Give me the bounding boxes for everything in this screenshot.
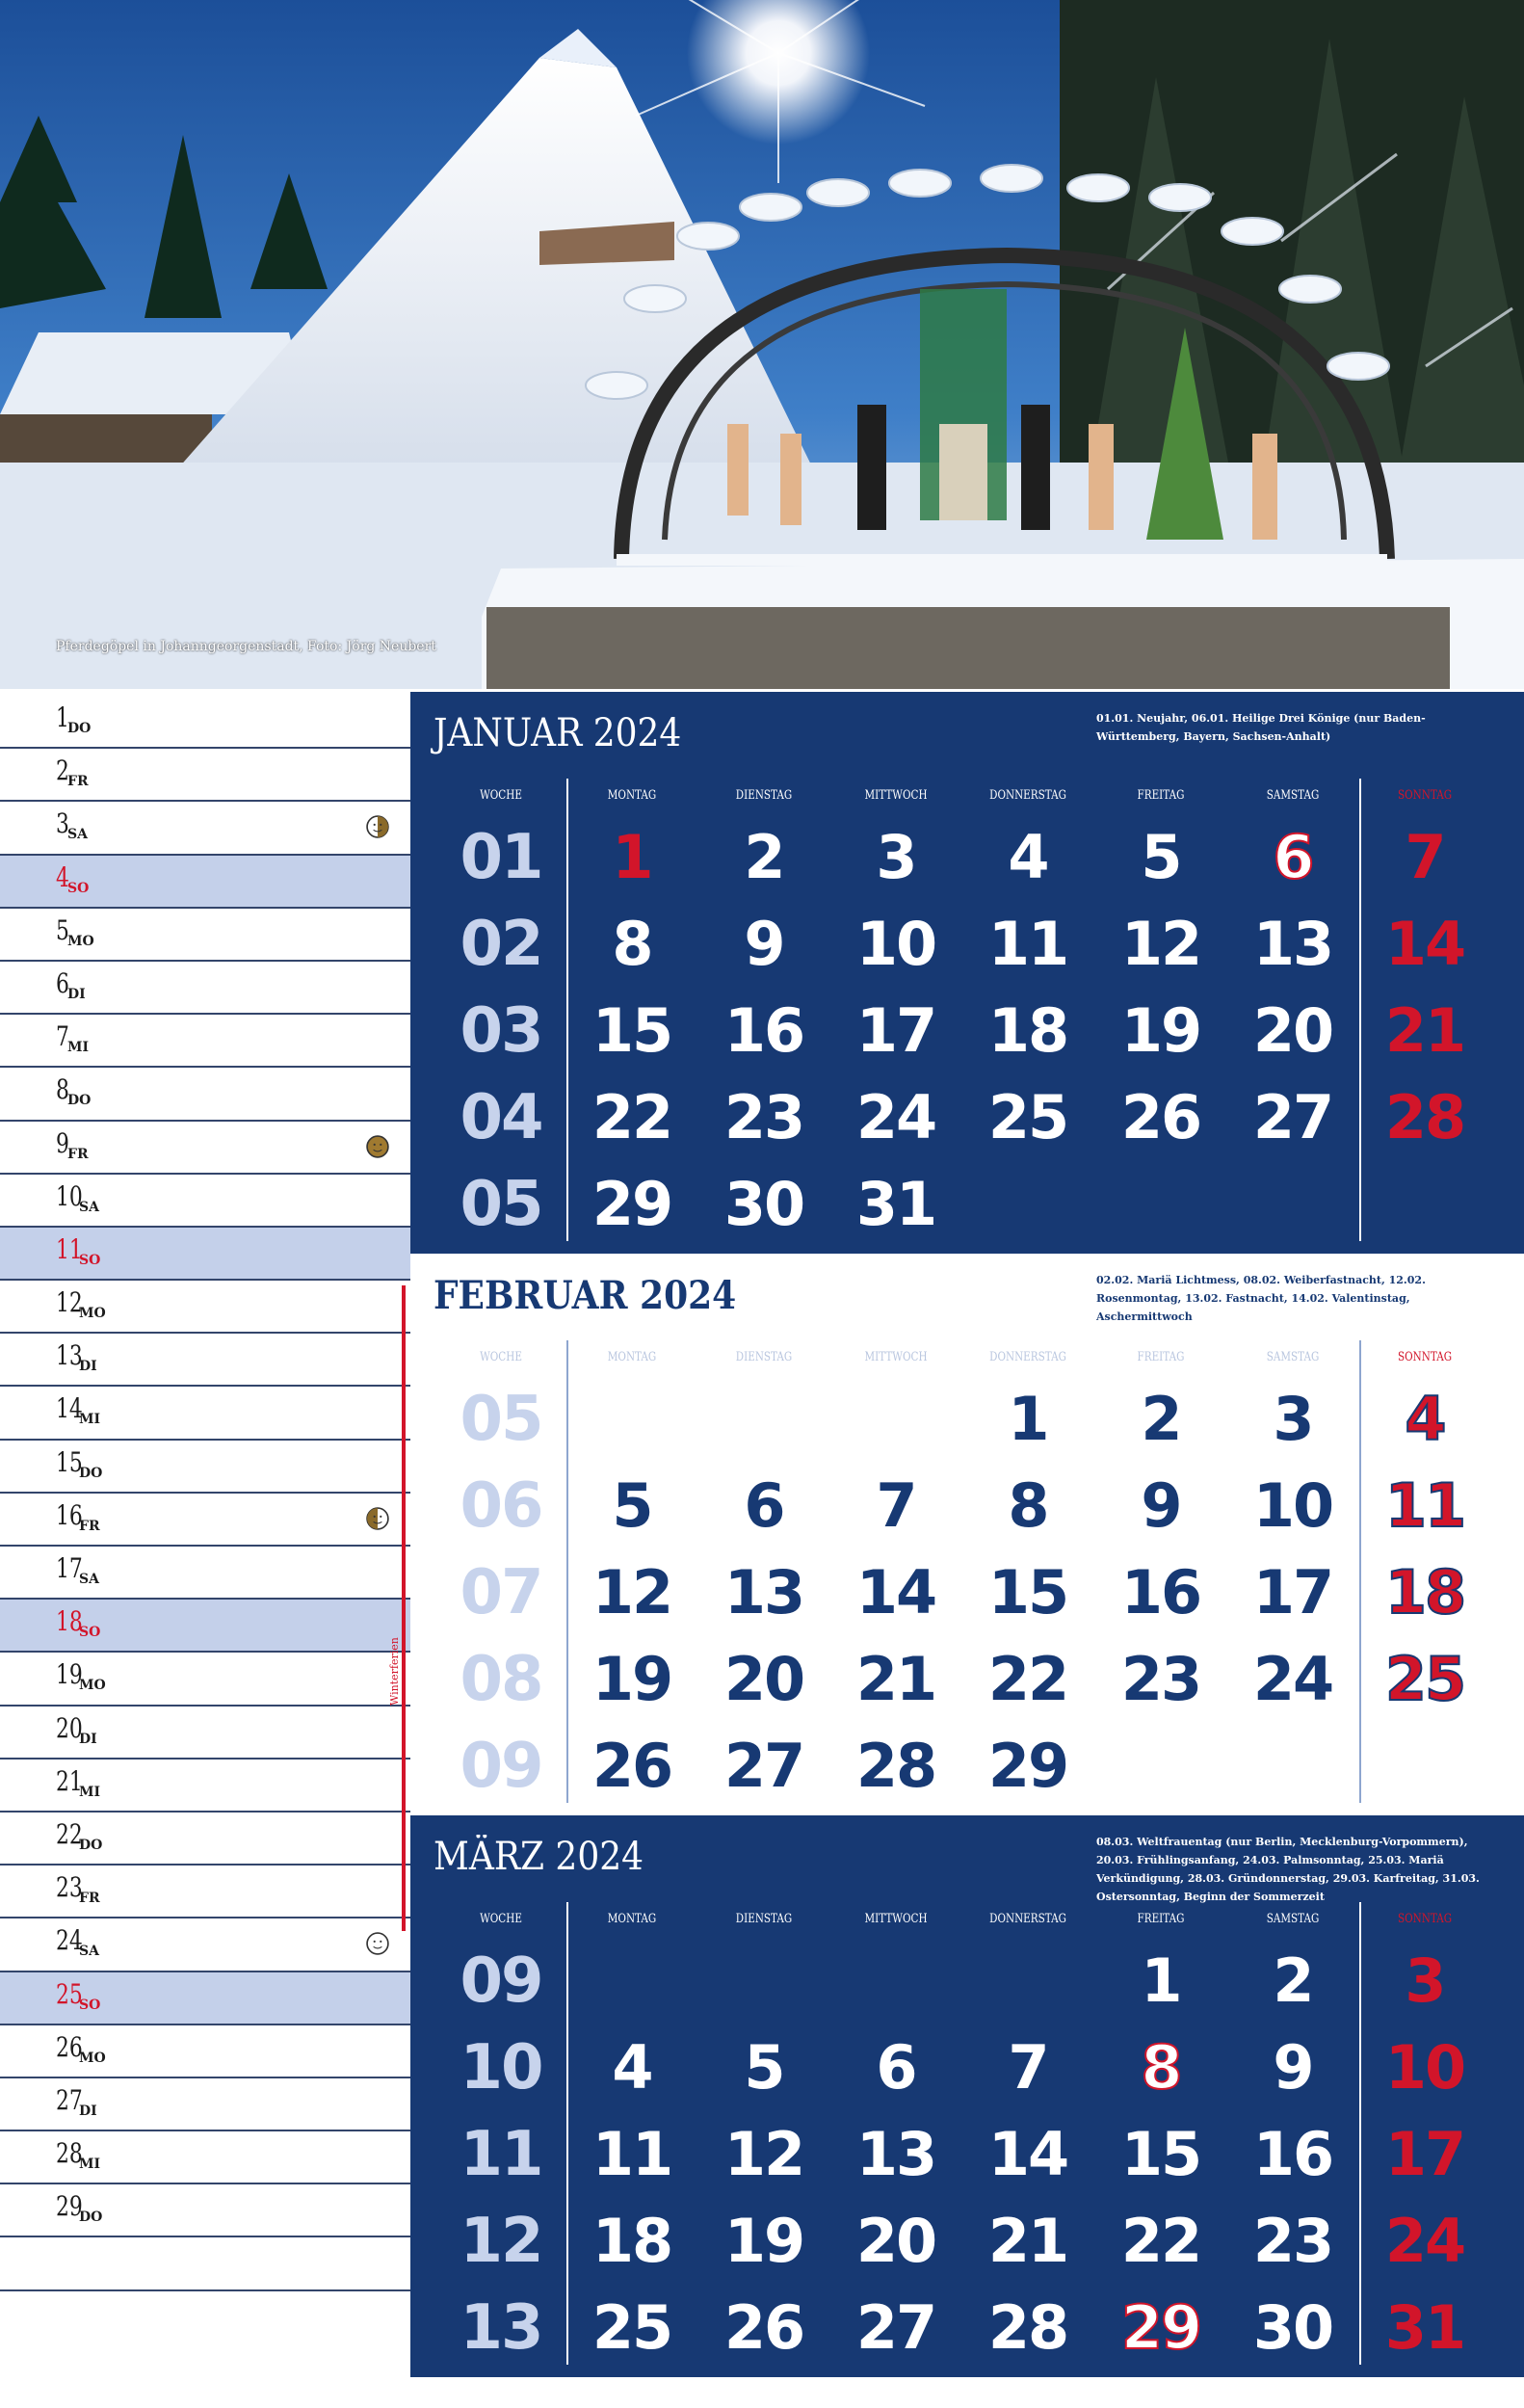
weekday-abbr: FR [79,1518,100,1534]
day-cell: 12 [723,2119,804,2189]
weekday-abbr: FR [67,1146,89,1162]
day-cell: 5 [1141,822,1181,892]
weekday-header: FREITAG [1137,788,1185,803]
weekday-header: DONNERSTAG [989,1912,1066,1926]
day-row [0,2184,410,2237]
weekday-header: MITTWOCH [864,1350,928,1364]
week-number: 05 [460,1384,542,1455]
day-cell: 26 [723,2292,804,2363]
day-cell: 17 [1384,2119,1465,2189]
day-cell: 12 [591,1557,672,1627]
day-number: 19 [56,1658,83,1691]
day-cell: 26 [1120,1082,1201,1152]
weekday-header: WOCHE [480,788,522,803]
day-cell: 13 [723,1557,804,1627]
holiday-notes: 02.02. Mariä Lichtmess, 08.02. Weiberfastnacht, 12.02. Rosenmontag, 13.02. Fastnacht, 14.02. Valentinstag, Aschermittwoch [1096,1274,1426,1323]
winter-scene-image [0,0,1524,689]
weekday-header: DONNERSTAG [989,788,1066,803]
day-row [0,1122,410,1175]
day-cell: 28 [987,2292,1068,2363]
day-number: 29 [56,2190,83,2223]
day-cell: 21 [1384,995,1465,1066]
day-cell: 9 [1273,2032,1313,2103]
day-cell: 6 [876,2032,916,2103]
winterferien-label: Winterferien [388,1637,401,1706]
day-cell: 3 [1405,1945,1445,2016]
weekday-abbr: MO [79,1678,106,1694]
weekday-abbr: DI [79,1731,97,1747]
day-number: 3 [56,807,69,840]
day-cell: 27 [723,1731,804,1801]
weekday-abbr: DO [79,2210,103,2226]
weekday-abbr: MI [79,1784,101,1800]
day-number: 11 [56,1232,83,1265]
weekday-abbr: SA [79,1199,99,1215]
weekday-abbr: MO [67,933,94,949]
day-row [0,2131,410,2184]
day-number: 26 [56,2030,83,2063]
day-row [0,749,410,802]
weekday-header: DIENSTAG [735,1350,793,1364]
day-number: 20 [56,1711,83,1744]
day-cell: 2 [1141,1384,1181,1454]
day-cell: 24 [1384,2206,1465,2276]
day-row [0,1387,410,1440]
weekday-abbr: MI [67,1040,90,1056]
month-block [410,692,1524,1254]
day-cell: 11 [591,2119,672,2189]
day-cell: 7 [876,1470,916,1541]
day-row [0,1707,410,1760]
weekday-header: MONTAG [607,1350,657,1364]
day-number: 9 [56,1126,69,1159]
day-cell: 20 [723,1644,804,1714]
weekday-abbr: SA [67,827,88,843]
holiday-notes: 01.01. Neujahr, 06.01. Heilige Drei Könige (nur Baden-Württemberg, Bayern, Sachsen-Anhalt) [1096,712,1426,743]
day-cell: 29 [1120,2292,1201,2363]
column-divider [1359,1340,1361,1803]
day-number: 1 [56,701,69,733]
day-cell: 2 [744,822,784,892]
day-row [0,2078,410,2131]
day-cell: 6 [1273,822,1313,892]
day-cell: 17 [1252,1557,1333,1627]
week-number: 10 [460,2032,542,2104]
day-number: 16 [56,1498,83,1531]
day-cell: 23 [1120,1644,1201,1714]
week-number: 02 [460,909,542,980]
day-row [0,909,410,962]
day-cell: 22 [987,1644,1068,1714]
weekday-header: SAMSTAG [1266,1350,1320,1364]
day-number: 13 [56,1339,83,1372]
new-moon-icon [366,1135,389,1162]
day-row [0,1918,410,1971]
weekday-header: SONNTAG [1397,1350,1453,1364]
weekday-abbr: SO [79,1625,101,1641]
day-cell: 9 [744,909,784,979]
day-cell: 15 [591,995,672,1066]
weekday-header: SONNTAG [1397,1912,1453,1926]
weekday-header: FREITAG [1137,1912,1185,1926]
day-cell: 18 [1384,1557,1465,1627]
day-cell: 8 [612,909,652,979]
day-number: 18 [56,1605,83,1638]
weekday-header: WOCHE [480,1350,522,1364]
day-cell: 29 [591,1169,672,1239]
day-cell: 8 [1008,1470,1048,1541]
weekday-header: FREITAG [1137,1350,1185,1364]
day-cell: 8 [1141,2032,1181,2103]
day-number: 14 [56,1392,83,1425]
day-row [0,1547,410,1600]
day-cell: 24 [1252,1644,1333,1714]
day-row [0,1068,410,1121]
day-number: 28 [56,2137,83,2170]
cover-photo [0,0,1524,689]
week-number: 12 [460,2206,542,2277]
day-cell: 19 [723,2206,804,2276]
full-moon-icon [366,1932,389,1959]
day-cell: 18 [987,995,1068,1066]
day-cell: 10 [855,909,936,979]
weekday-header: DONNERSTAG [989,1350,1066,1364]
day-row [0,1813,410,1866]
day-cell: 4 [612,2032,652,2103]
month-block [410,1815,1524,2377]
day-cell: 21 [987,2206,1068,2276]
day-cell: 22 [1120,2206,1201,2276]
day-number: 12 [56,1286,83,1319]
day-cell: 25 [987,1082,1068,1152]
day-number: 17 [56,1552,83,1584]
day-cell: 7 [1405,822,1445,892]
day-number: 7 [56,1020,69,1053]
weekday-abbr: MI [79,2157,101,2173]
weekday-header: DIENSTAG [735,788,793,803]
day-number: 23 [56,1871,83,1904]
day-number: 24 [56,1924,83,1957]
weekday-abbr: SO [79,1252,101,1268]
day-cell: 13 [1252,909,1333,979]
photo-caption: Pferdegöpel in Johanngeorgenstadt, Foto: Jörg Neubert [56,639,436,654]
day-cell: 12 [1120,909,1201,979]
weekday-header: WOCHE [480,1912,522,1926]
day-cell: 31 [855,1169,936,1239]
day-cell: 7 [1008,2032,1048,2103]
week-number: 03 [460,995,542,1067]
day-cell: 30 [1252,2292,1333,2363]
week-number: 01 [460,822,542,893]
weekday-abbr: MO [79,2050,106,2066]
day-cell: 20 [1252,995,1333,1066]
winterferien-bar [402,1285,406,1931]
day-cell: 13 [855,2119,936,2189]
day-cell: 5 [744,2032,784,2103]
weekday-header: MONTAG [607,788,657,803]
day-cell: 31 [1384,2292,1465,2363]
day-cell: 28 [1384,1082,1465,1152]
day-cell: 11 [987,909,1068,979]
day-number: 27 [56,2083,83,2116]
day-row [0,1494,410,1547]
day-cell: 10 [1384,2032,1465,2103]
weekday-header: MITTWOCH [864,788,928,803]
day-cell: 25 [591,2292,672,2363]
day-cell: 20 [855,2206,936,2276]
day-row [0,856,410,909]
week-number: 05 [460,1169,542,1240]
day-cell: 1 [1008,1384,1048,1454]
day-row [0,1600,410,1653]
weekday-abbr: SA [79,1944,99,1960]
day-cell: 14 [1384,909,1465,979]
day-row [0,1760,410,1813]
month-title: FEBRUAR 2024 [434,1273,737,1318]
column-divider [1359,779,1361,1241]
day-cell: 17 [855,995,936,1066]
day-cell: 1 [612,822,652,892]
week-number: 09 [460,1945,542,2017]
day-cell: 15 [987,1557,1068,1627]
day-cell: 3 [1273,1384,1313,1454]
day-number: 25 [56,1977,83,2010]
weekday-header: MONTAG [607,1912,657,1926]
day-number: 6 [56,966,69,999]
day-number: 22 [56,1817,83,1850]
weekday-abbr: SO [67,880,90,896]
day-cell: 3 [876,822,916,892]
weekday-header: SAMSTAG [1266,788,1320,803]
week-number: 06 [460,1470,542,1542]
day-cell: 11 [1384,1470,1465,1541]
day-cell: 27 [1252,1082,1333,1152]
day-cell: 4 [1008,822,1048,892]
week-number: 09 [460,1731,542,1802]
day-number: 4 [56,860,69,893]
day-row [0,1015,410,1068]
day-row [0,696,410,749]
day-row [0,1653,410,1706]
weekday-header: SAMSTAG [1266,1912,1320,1926]
day-cell: 19 [591,1644,672,1714]
day-cell: 30 [723,1169,804,1239]
day-cell: 23 [1252,2206,1333,2276]
day-cell: 21 [855,1644,936,1714]
day-number: 5 [56,913,69,946]
day-number: 15 [56,1445,83,1478]
weekday-header: DIENSTAG [735,1912,793,1926]
week-number: 08 [460,1644,542,1715]
weekday-abbr: FR [67,774,89,790]
column-divider [1359,1902,1361,2365]
day-cell: 26 [591,1731,672,1801]
day-row [0,1175,410,1228]
week-number: 04 [460,1082,542,1153]
day-row [0,1972,410,2025]
day-cell: 1 [1141,1945,1181,2016]
day-cell: 22 [591,1082,672,1152]
day-cell: 9 [1141,1470,1181,1541]
weekday-header: SONNTAG [1397,788,1453,803]
week-number: 07 [460,1557,542,1628]
day-row [0,802,410,855]
weekday-abbr: DI [79,2103,97,2119]
day-cell: 18 [591,2206,672,2276]
day-row [0,1281,410,1334]
weekday-abbr: MO [79,1306,106,1322]
weekday-abbr: DO [67,721,92,736]
weekday-abbr: SA [79,1572,99,1587]
month-title: JANUAR 2024 [434,711,682,755]
weekday-abbr: MI [79,1412,101,1428]
day-number: 2 [56,754,69,787]
day-cell: 23 [723,1082,804,1152]
day-row [0,1441,410,1494]
day-cell: 5 [612,1470,652,1541]
day-row [0,1228,410,1281]
week-number: 11 [460,2119,542,2190]
day-cell: 16 [1252,2119,1333,2189]
day-cell: 28 [855,1731,936,1801]
weekday-abbr: DO [67,1093,92,1109]
last-quarter-moon-icon [366,815,389,842]
day-cell: 29 [987,1731,1068,1801]
month-block [410,1254,1524,1815]
day-row [0,962,410,1015]
first-quarter-moon-icon [366,1507,389,1534]
weekday-abbr: SO [79,1997,101,2013]
weekday-abbr: DO [79,1465,103,1481]
day-cell: 16 [1120,1557,1201,1627]
day-number: 21 [56,1764,83,1797]
day-cell: 19 [1120,995,1201,1066]
day-row [0,1334,410,1387]
day-number: 8 [56,1073,69,1106]
weekday-header: MITTWOCH [864,1912,928,1926]
weekday-abbr: DI [79,1359,97,1375]
day-cell: 16 [723,995,804,1066]
holiday-notes: 08.03. Weltfrauentag (nur Berlin, Mecklenburg-Vorpommern), 20.03. Frühlingsanfang, 24.03. Palmsonntag, 25.03. Mariä Verkündigung, 28.03. Gründonnerstag, 29.03. Karfreitag, 31.03. Ostersonntag, Beginn der Sommerzeit [1096,1836,1480,1903]
day-row [0,2025,410,2078]
day-row [0,2237,410,2290]
day-cell: 4 [1405,1384,1445,1454]
weekday-abbr: DI [67,986,86,1002]
month-title: MÄRZ 2024 [434,1835,644,1879]
day-cell: 14 [855,1557,936,1627]
day-cell: 24 [855,1082,936,1152]
weekday-abbr: DO [79,1837,103,1853]
day-number: 10 [56,1179,83,1212]
day-cell: 25 [1384,1644,1465,1714]
day-list [0,696,410,2291]
day-cell: 27 [855,2292,936,2363]
day-cell: 6 [744,1470,784,1541]
week-number: 13 [460,2292,542,2364]
day-row [0,1866,410,1918]
day-cell: 15 [1120,2119,1201,2189]
day-cell: 14 [987,2119,1068,2189]
weekday-abbr: FR [79,1891,100,1907]
day-cell: 2 [1273,1945,1313,2016]
day-cell: 10 [1252,1470,1333,1541]
